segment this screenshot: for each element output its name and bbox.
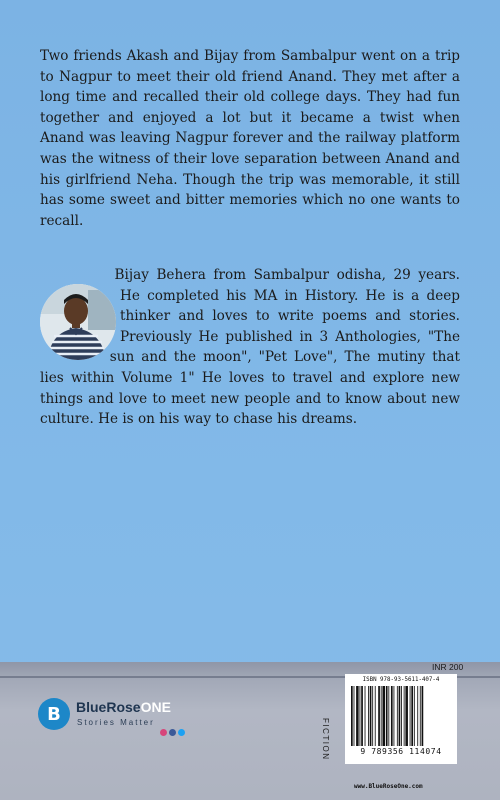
author-bio: Bijay Behera from Sambalpur odisha, 29 years. He completed his MA in History. He is a deep thinker and loves to write poems and stories. Previously He published in 3 Anthologies, "The sun and the moon", "Pet Love", The mutiny that lies within Volume 1" He loves to travel and explore new things and love to meet new people and to know about new culture. He is on his way to chase his dreams. <box>40 267 460 428</box>
book-synopsis: Two friends Akash and Bijay from Sambalpur went on a trip to Nagpur to meet their old friend Anand. They met after a long time and recalled their old college days. They had fun together and enjoyed a lot but it became a twist when Anand was leaving Nagpur forever and the railway platform was the witness of their love separation between Anand and his girlfriend Neha. Though the trip was memorable, it still has some sweet and bitter memories which no one wants to recall. <box>40 48 460 229</box>
facebook-icon <box>169 729 176 736</box>
publisher-name <box>76 699 171 715</box>
publisher-tagline: Stories Matter <box>77 718 155 727</box>
photo-text-wrap-spacer <box>40 265 120 363</box>
instagram-icon <box>160 729 167 736</box>
social-icons <box>160 729 185 736</box>
barcode-digits: 9 789356 114074 <box>360 747 442 756</box>
price-label: INR 200 <box>432 662 464 672</box>
publisher-logo-icon: B <box>38 698 70 730</box>
isbn-barcode <box>345 674 457 764</box>
isbn-number: ISBN 978-93-5611-407-4 <box>362 677 440 683</box>
author-bio-wrapper <box>40 265 460 430</box>
publisher-name-accent: ONE <box>140 699 171 715</box>
publisher-name-main: BlueRose <box>76 699 141 715</box>
barcode-icon <box>349 686 453 746</box>
genre-label: FICTION <box>321 718 330 761</box>
publisher-website: www.BlueRoseOne.com <box>354 783 423 790</box>
twitter-icon <box>178 729 185 736</box>
